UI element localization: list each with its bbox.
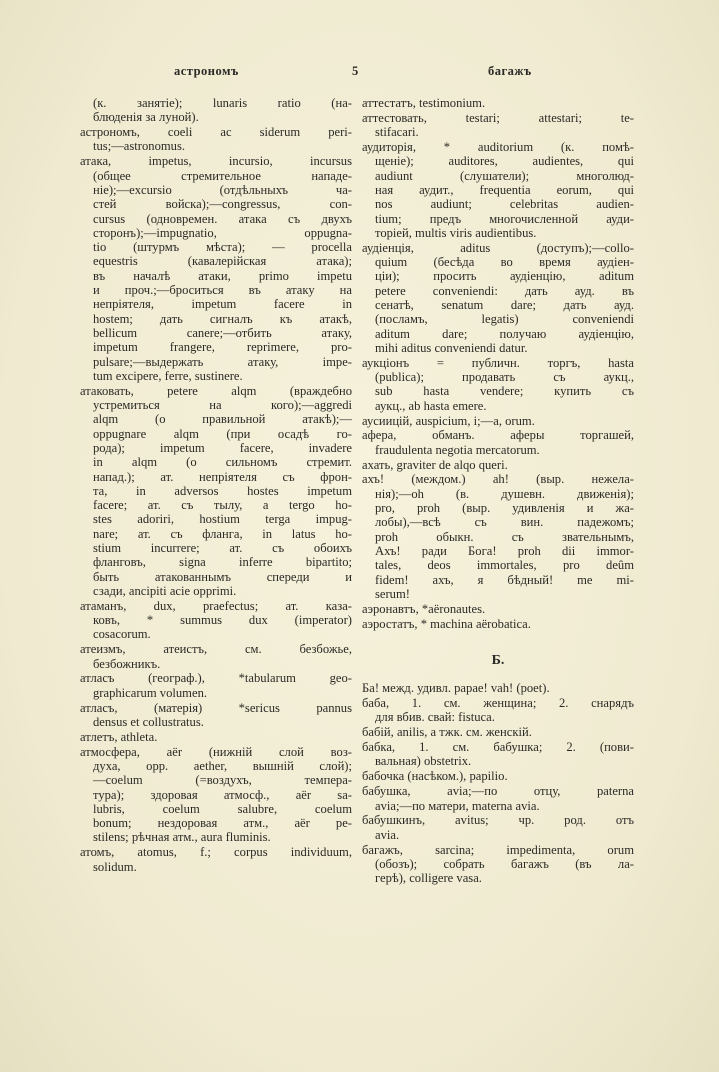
entry-headword-line: афера, обманъ. аферы торгашей, xyxy=(362,428,634,443)
entry-line: сторонъ);—impugnatio, oppugna- xyxy=(93,225,352,240)
entry-headword-line: атака, impetus, incursio, incursus xyxy=(80,154,352,169)
entry-line: tium; предъ многочисленной ауди- xyxy=(375,211,634,226)
dictionary-entry xyxy=(362,813,634,842)
right-column xyxy=(362,96,634,886)
dictionary-entry xyxy=(362,428,634,457)
section-heading: Б. xyxy=(491,652,505,668)
entry-line: avia. xyxy=(375,827,400,842)
entry-headword-line: атлетъ, athleta. xyxy=(80,729,158,744)
dictionary-entry xyxy=(80,599,352,642)
entry-headword-line: аттестовать, testari; attestari; te- xyxy=(362,110,634,125)
entry-line: фланговъ, signa inferre bipartito; xyxy=(93,555,352,570)
entry-line: cursus (одновремен. атака съ двухъ xyxy=(93,211,352,226)
entry-line: вальная) obstetrix. xyxy=(375,754,472,769)
entry-headword-line: аудіенція, aditus (доступъ);—collo- xyxy=(362,240,634,255)
entry-line: aditum dare; получаю аудіенцію, xyxy=(375,326,634,341)
dictionary-entry xyxy=(362,472,634,601)
entry-line: lubris, coelum salubre, coelum xyxy=(93,801,352,816)
entry-headword-line: атмосфера, aër (нижній слой воз- xyxy=(80,744,352,759)
entry-headword-line: аэронавтъ, *aëronautes. xyxy=(362,601,486,616)
entry-line: непріятеля, impetum facere in xyxy=(93,297,352,312)
entry-headword-line: аттестатъ, testimonium. xyxy=(362,96,486,110)
entry-headword-line: астрономъ, coeli ac siderum peri- xyxy=(80,125,352,140)
entry-headword-line: аукціонъ = публичн. торгъ, hasta xyxy=(362,355,634,370)
entry-line: tus;—astronomus. xyxy=(93,139,186,154)
dictionary-entry xyxy=(362,696,634,725)
entry-line: торіей, multis viris audientibus. xyxy=(375,225,537,240)
dictionary-entry xyxy=(80,125,352,154)
entry-line: —coelum (=воздухъ, темпера- xyxy=(93,773,352,788)
entry-headword-line: атласъ, (матерія) *sericus pannus xyxy=(80,700,352,715)
entry-headword-line: аусиицій, auspicium, i;—a, orum. xyxy=(362,413,535,428)
left-column xyxy=(80,96,352,875)
entry-headword-line: бабій, anilis, а тжк. см. женскій. xyxy=(362,725,532,740)
dictionary-entry xyxy=(362,241,634,355)
entry-line: tales, deos immortales, pro deûm xyxy=(375,558,634,573)
entry-line: stifacari. xyxy=(375,125,419,140)
entry-line: (посламъ, legatis) conveniendi xyxy=(375,312,634,327)
entry-line: bellicum canere;—отбить атаку, xyxy=(93,325,352,340)
entry-line: quium (бесѣда во время аудіен- xyxy=(375,255,634,270)
dictionary-entry xyxy=(362,769,634,783)
entry-headword-line: бабка, 1. см. бабушка; 2. (пови- xyxy=(362,740,634,755)
entry-line: та, in adversos hostes impetum xyxy=(93,483,352,498)
entry-line: ціи); просить аудіенцію, aditum xyxy=(375,269,634,284)
entry-line: hostem; дать сигналъ къ атакѣ, xyxy=(93,311,352,326)
entry-line: аукц., ab hasta emere. xyxy=(375,398,487,413)
entry-headword-line: баба, 1. см. женщина; 2. снарядъ xyxy=(362,696,634,711)
entry-line: fidem! ахъ, я бѣдный! me mi- xyxy=(375,572,634,587)
entry-line: mihi aditus conveniendi datur. xyxy=(375,340,528,355)
entry-line: serum! xyxy=(375,586,410,601)
entry-line: oppugnare alqm (при осадѣ го- xyxy=(93,426,352,441)
entry-headword-line: атомъ, atomus, f.; corpus individuum, xyxy=(80,845,352,860)
entry-headword-line: ахъ! (междом.) ah! (выр. нежела- xyxy=(362,472,634,487)
dictionary-entry xyxy=(80,96,352,125)
entry-line: sub hasta vendere; купить съ xyxy=(375,384,634,399)
entry-line: въ началѣ атаки, primo impetu xyxy=(93,268,352,283)
dictionary-entry xyxy=(362,843,634,886)
entry-line: densus et collustratus. xyxy=(93,714,204,729)
entry-line: (обозъ); собрать багажъ (въ ла- xyxy=(375,856,634,871)
dictionary-entry xyxy=(80,745,352,845)
dictionary-entry xyxy=(80,154,352,383)
entry-headword-line: Ба! межд. удивл. papae! vah! (poet). xyxy=(362,681,550,696)
entry-line: ніе);—excursio (отдѣльныхъ ча- xyxy=(93,182,352,197)
entry-line: nos audiunt; celebritas audien- xyxy=(375,197,634,212)
entry-line: (общее стремительное нападе- xyxy=(93,168,352,183)
entry-line: stes adoriri, hostium terga impug- xyxy=(93,512,352,527)
dictionary-entry xyxy=(362,617,634,631)
dictionary-entry xyxy=(362,96,634,110)
entry-line: блюденія за луной). xyxy=(93,110,199,125)
dictionary-entry xyxy=(362,414,634,428)
dictionary-entry xyxy=(362,140,634,240)
dictionary-entry xyxy=(80,384,352,598)
entry-line: fraudulenta negotia mercatorum. xyxy=(375,442,540,457)
entry-line: avia;—по матери, materna avia. xyxy=(375,798,540,813)
entry-line: щеніе); auditores, audientes, qui xyxy=(375,154,634,169)
entry-line: graphicarum volumen. xyxy=(93,685,208,700)
entry-line: нія);—oh (в. душевн. движенія); xyxy=(375,486,634,501)
entry-line: stium incurrere; ат. съ обоихъ xyxy=(93,540,352,555)
dictionary-entry xyxy=(362,602,634,616)
entry-line: (publica); продавать съ аукц., xyxy=(375,370,634,385)
entry-line: proh обыкн. съ звательнымъ, xyxy=(375,529,634,544)
entry-line: bonum; нездоровая атм., aër pe- xyxy=(93,816,352,831)
entry-headword-line: атласъ (географ.), *tabularum geo- xyxy=(80,671,352,686)
entry-headword-line: ахать, graviter de alqo queri. xyxy=(362,457,508,472)
entry-line: pulsare;—выдержать атаку, impe- xyxy=(93,354,352,369)
entry-line: Ахъ! ради Бога! proh dii immor- xyxy=(375,543,634,558)
entry-line: cosacorum. xyxy=(93,627,151,642)
dictionary-entry xyxy=(362,111,634,140)
entry-line: facere; ат. съ тылу, a tergo ho- xyxy=(93,498,352,513)
dictionary-entry xyxy=(362,356,634,413)
entry-line: устремиться на кого);—aggredi xyxy=(93,398,352,413)
entry-line: для вбив. свай: fistuca. xyxy=(375,710,495,725)
entry-line: solidum. xyxy=(93,859,137,874)
entry-headword-line: атаковать, petere alqm (враждебно xyxy=(80,383,352,398)
running-head-left: астрономъ xyxy=(174,64,239,78)
entry-line: tio (штурмъ мѣста); — procella xyxy=(93,240,352,255)
entry-headword-line: атеизмъ, атеистъ, см. безбожье, xyxy=(80,642,352,657)
entry-line: быть атакованнымъ спереди и xyxy=(93,569,352,584)
entry-line: сзади, ancipiti acie opprimi. xyxy=(93,583,237,598)
entry-line: pro, proh (выр. удивленія и жа- xyxy=(375,501,634,516)
entry-headword-line: бабочка (насѣком.), papilio. xyxy=(362,769,508,784)
dictionary-entry xyxy=(80,642,352,671)
dictionary-entry xyxy=(80,730,352,744)
dictionary-entry xyxy=(80,845,352,874)
entry-line: духа, opp. aether, вышній слой); xyxy=(93,759,352,773)
entry-headword-line: багажъ, sarcina; impedimenta, orum xyxy=(362,842,634,857)
entry-line: impetum frangere, reprimere, pro- xyxy=(93,340,352,355)
dictionary-entry xyxy=(362,740,634,769)
running-head-right: багажъ xyxy=(488,64,532,78)
page-number: 5 xyxy=(352,64,359,78)
entry-line: сенатѣ, senatum dare; дать ауд. xyxy=(375,297,634,312)
entry-line: equestris (кавалерійская атака); xyxy=(93,254,352,269)
entry-headword-line: аэростатъ, * machina aërobatica. xyxy=(362,616,531,631)
entry-headword-line: бабушкинъ, avitus; чр. род. отъ xyxy=(362,813,634,828)
entry-line: и проч.;—броситься въ атаку на xyxy=(93,283,352,298)
dictionary-entry xyxy=(362,458,634,472)
entry-line: герѣ), colligere vasa. xyxy=(375,871,482,886)
entry-line: alqm (о правильной атакѣ);— xyxy=(93,412,352,427)
entry-line: nare; ат. съ фланга, in latus ho- xyxy=(93,526,352,541)
entry-line: ная аудит., frequentia eorum, qui xyxy=(375,182,634,197)
entry-headword-line: атаманъ, dux, praefectus; ат. каза- xyxy=(80,598,352,613)
dictionary-entry xyxy=(362,725,634,739)
entry-line: лобы),—всѣ съ вин. падежомъ; xyxy=(375,515,634,530)
dictionary-entry xyxy=(362,784,634,813)
dictionary-entry xyxy=(80,701,352,730)
entry-line: stilens; рѣчная атм., aura fluminis. xyxy=(93,830,271,845)
entry-line: petere conveniendi: дать ауд. въ xyxy=(375,283,634,298)
entry-headword-line: аудиторія, * auditorium (к. помѣ- xyxy=(362,140,634,155)
entry-line: тура); здоровая атмосф., aër sa- xyxy=(93,787,352,802)
entry-line: (к. занятіе); lunaris ratio (на- xyxy=(93,96,352,110)
entry-line: in alqm (о сильномъ стремит. xyxy=(93,455,352,470)
entry-headword-line: бабушка, avia;—по отцу, paterna xyxy=(362,784,634,799)
dictionary-entry xyxy=(362,681,634,695)
entry-line: рода); impetum facere, invadere xyxy=(93,440,352,455)
entry-line: напад.); ат. непріятеля съ фрон- xyxy=(93,469,352,484)
entry-line: безбожникъ. xyxy=(93,656,161,671)
entry-line: ковъ, * summus dux (imperator) xyxy=(93,613,352,628)
dictionary-entry xyxy=(80,671,352,700)
entry-line: tum excipere, ferre, sustinere. xyxy=(93,368,243,383)
entry-line: стей войска);—congressus, con- xyxy=(93,197,352,212)
entry-line: audiunt (слушатели); многолюд- xyxy=(375,168,634,183)
